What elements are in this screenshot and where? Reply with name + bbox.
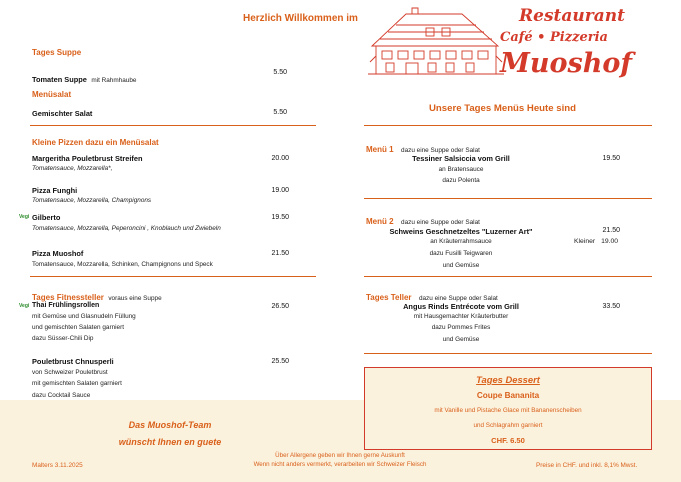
teller-line: und Gemüse	[442, 336, 480, 343]
team-line-1: Das Muoshof-Team	[128, 420, 212, 430]
divider	[30, 125, 316, 126]
logo-cafe-pizzeria: Café • Pizzeria	[500, 30, 608, 45]
price-note: Preise in CHF. und inkl. 8,1% Mwst.	[536, 462, 638, 469]
pizza-item-name: Pizza Funghi	[32, 186, 78, 195]
vegi-badge: Vegi	[19, 214, 30, 220]
team-line-2: wünscht Ihnen en guete	[118, 437, 222, 447]
pizza-item-name: Pizza Muoshof	[32, 249, 84, 258]
allergen-note: Über Allergene geben wir Ihnen gerne Auskunft	[275, 452, 405, 459]
logo-restaurant: Restaurant	[519, 6, 625, 26]
pizza-item-desc: Tomatensauce, Mozzarella*,	[32, 165, 113, 172]
salat-name: Gemischter Salat	[32, 109, 93, 118]
divider	[364, 276, 652, 277]
fitnessteller-subtitle: voraus eine Suppe	[108, 295, 162, 302]
section-menusalat: Menüsalat	[32, 90, 72, 99]
fitness-item-line: und gemischten Salaten garniert	[32, 324, 125, 331]
menu1-title: Menü 1	[366, 145, 394, 154]
welcome-title: Herzlich Willkommen im	[243, 13, 358, 24]
dessert-line: mit Vanille und Pistache Glace mit Bananenscheiben	[434, 407, 582, 414]
restaurant-house-logo	[366, 6, 506, 78]
logo-muoshof: Muoshof	[500, 48, 632, 79]
pizza-item-desc: Tomatensauce, Mozzarella, Schinken, Champignons und Speck	[32, 261, 213, 268]
dessert-price: CHF. 6.50	[491, 436, 525, 445]
dessert-title: Tages Dessert	[476, 374, 540, 385]
fitnessteller-title: Tages Fitnessteller	[32, 293, 104, 302]
fitness-item-price: 25.50	[271, 358, 289, 365]
fitness-item-line: mit Gemüse und Glasnudeln Füllung	[32, 313, 136, 320]
menu1-name: Tessiner Salsiccia vom Grill	[412, 154, 510, 163]
menu2-name: Schweins Geschnetzeltes "Luzerner Art"	[389, 227, 533, 236]
pizza-item-desc: Tomatensauce, Mozzarella, Champignons	[32, 197, 152, 204]
menu2-price: 21.50	[602, 227, 620, 234]
menu1-subtitle: dazu eine Suppe oder Salat	[401, 147, 480, 154]
menu2-title: Menü 2	[366, 217, 394, 226]
teller-line: dazu Pommes Frites	[431, 324, 491, 331]
fitness-item-line: von Schweizer Pouletbrust	[32, 369, 108, 376]
menu2-small-portion	[574, 238, 618, 245]
divider	[364, 125, 652, 126]
pizza-item-price: 19.00	[271, 187, 289, 194]
suppe-name: Tomaten Suppe	[32, 75, 87, 84]
dessert-line: und Schlagrahm garniert	[473, 422, 543, 429]
menu2-small-price: 19.00	[601, 238, 619, 245]
meat-origin-note: Wenn nicht anders vermerkt, verarbeiten wir Schweizer Fleisch	[253, 461, 427, 468]
fitness-item-line: dazu Süsser-Chili Dip	[32, 335, 94, 342]
fitness-item-price: 26.50	[271, 303, 289, 310]
section-tages-suppe: Tages Suppe	[32, 48, 82, 57]
dessert-name: Coupe Bananita	[476, 391, 540, 400]
teller-price: 33.50	[602, 303, 620, 310]
menu1-line: an Bratensauce	[438, 166, 484, 173]
fitness-item-name: Pouletbrust Chnusperli	[32, 357, 114, 366]
menus-heading: Unsere Tages Menüs Heute sind	[429, 103, 576, 114]
pizza-item-name: Margeritha Pouletbrust Streifen	[32, 154, 143, 163]
menu2-subtitle: dazu eine Suppe oder Salat	[401, 219, 480, 226]
menu2-line: dazu Fusilli Teigwaren	[429, 250, 493, 257]
divider	[364, 198, 652, 199]
fitness-item-name: Thai Frühlingsrollen	[32, 302, 100, 309]
menu2-line: und Gemüse	[442, 262, 480, 269]
menu-date: Malters 3.11.2025	[32, 462, 83, 469]
fitness-item-line: mit gemischten Salaten garniert	[32, 380, 122, 387]
suppe-detail: mit Rahmhaube	[91, 77, 137, 84]
teller-subtitle: dazu eine Suppe oder Salat	[418, 295, 498, 302]
suppe-price: 5.50	[273, 69, 287, 76]
pizza-item-price: 21.50	[271, 250, 289, 257]
section-kleine-pizzen: Kleine Pizzen dazu ein Menüsalat	[32, 138, 159, 147]
divider	[364, 353, 652, 354]
fitness-item-line: dazu Cocktail Sauce	[32, 392, 91, 399]
pizza-item-desc: Tomatensauce, Mozzarella, Peperoncini , Knoblauch und Zwiebeln	[32, 225, 221, 232]
suppe-item	[32, 69, 136, 87]
pizza-item-price: 19.50	[271, 214, 289, 221]
teller-name: Angus Rinds Entrécote vom Grill	[403, 302, 519, 311]
pizza-item-name: Gilberto	[32, 213, 61, 222]
salat-price: 5.50	[273, 109, 287, 116]
vegi-badge: Vegi	[19, 303, 30, 309]
teller-line: mit Hausgemachter Kräuterbutter	[413, 313, 509, 320]
menu2-small-label: Kleiner	[574, 238, 596, 245]
menu1-line: dazu Polenta	[442, 177, 480, 184]
menu2-line: an Kräuterrahmsauce	[430, 238, 492, 245]
divider	[30, 276, 316, 277]
pizza-item-price: 20.00	[271, 155, 289, 162]
menu1-price: 19.50	[602, 155, 620, 162]
teller-title: Tages Teller	[366, 293, 412, 302]
